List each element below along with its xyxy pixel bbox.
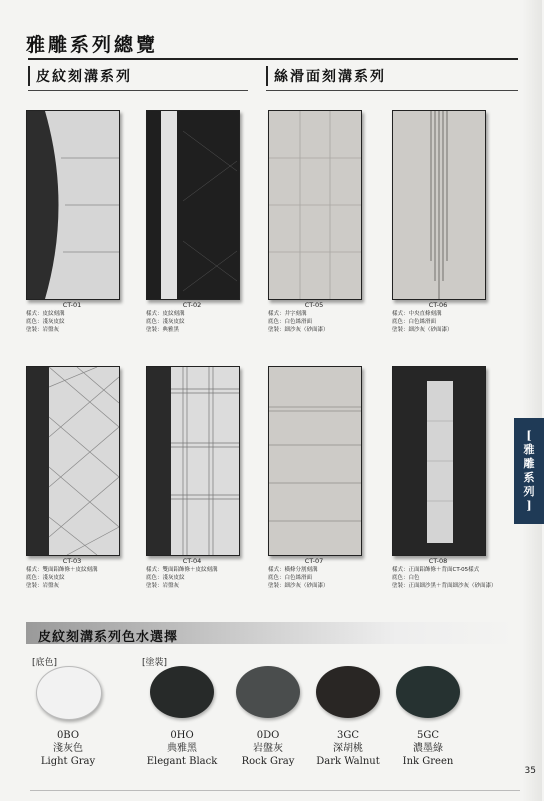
section-title-silk: 絲滑面刻溝系列 [266,66,386,86]
swatch-caption: 0DO 岩盤灰 Rock Gray [241,730,295,767]
color-section-title: 皮紋刻溝系列色水選擇 [38,630,179,645]
section-rule [266,90,518,91]
base-color-label: [底色] [32,658,58,668]
swatch-light-gray [36,666,102,720]
product-code: CT-01 [62,301,82,309]
product-code: CT-06 [428,301,448,309]
page-title: 雅雕系列總覽 [26,34,159,56]
product-code: CT-05 [304,301,324,309]
product-spec: 樣式：正面鋁飾條＋背面CT-05樣式 底色：白色 塗裝：正面細沙黑＋背面細沙灰（砂面漆） [392,567,497,589]
footer-rule [30,790,520,791]
swatch-caption: 3GC 深胡桃 Dark Walnut [316,730,380,767]
section-title-leather: 皮紋刻溝系列 [28,66,132,86]
product-spec: 樣式：中央直條刻溝 底色：白色絲滑面 塗裝：細沙灰（砂面漆） [392,311,453,333]
swatch-rock-gray [236,666,300,718]
section-rule [28,90,248,91]
door-ct-01 [26,110,120,300]
swatch-dark-walnut [316,666,380,718]
door-ct-08 [392,366,486,556]
product-spec: 樣式：井字刻溝 底色：白色絲滑面 塗裝：細沙灰（砂面漆） [268,311,329,333]
product-code: CT-08 [428,557,448,565]
coating-label: [塗裝] [142,658,168,668]
door-ct-05 [268,110,362,300]
door-ct-02 [146,110,240,300]
swatch-caption: 0HO 典雅黑 Elegant Black [146,730,218,767]
product-code: CT-07 [304,557,324,565]
product-spec: 樣式：皮紋刻溝 底色：淺灰皮紋 塗裝：典雅黑 [146,311,185,333]
swatch-ink-green [396,666,460,718]
swatch-caption: 0BO 淺灰色 Light Gray [40,730,96,767]
product-spec: 樣式：皮紋刻溝 底色：淺灰皮紋 塗裝：岩盤灰 [26,311,65,333]
product-code: CT-03 [62,557,82,565]
door-ct-07 [268,366,362,556]
product-spec: 樣式：橫條分割刻溝 底色：白色絲滑面 塗裝：細沙灰（砂面漆） [268,567,329,589]
product-spec: 樣式：雙面鋁飾條＋皮紋刻溝 底色：淺灰皮紋 塗裝：岩盤灰 [26,567,98,589]
page-edge [522,0,542,801]
door-ct-03 [26,366,120,556]
side-tab: [ 雅 雕 系 列 ] [514,418,544,524]
product-code: CT-04 [182,557,202,565]
product-code: CT-02 [182,301,202,309]
header-rule [28,58,518,60]
page-number: 35 [524,766,536,776]
product-spec: 樣式：雙面鋁飾條＋皮紋刻溝 底色：淺灰皮紋 塗裝：岩盤灰 [146,567,218,589]
door-ct-04 [146,366,240,556]
swatch-elegant-black [150,666,214,718]
swatch-caption: 5GC 濃墨綠 Ink Green [402,730,454,767]
door-ct-06 [392,110,486,300]
